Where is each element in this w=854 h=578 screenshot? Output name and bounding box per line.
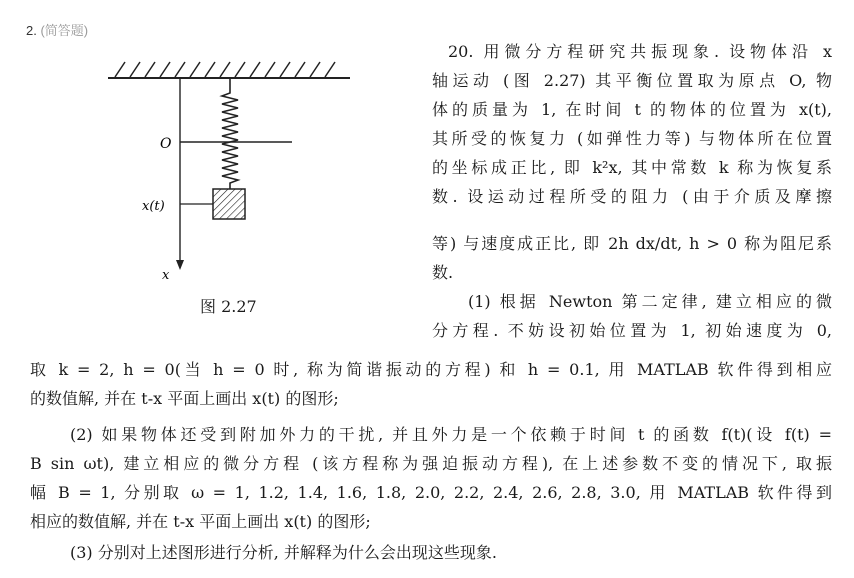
- text-line: 数.: [432, 263, 454, 282]
- ceiling-hatch: [115, 62, 335, 77]
- spring: [222, 78, 238, 189]
- text-line: 轴运动 (图 2.27) 其平衡位置取为原点 O, 物: [432, 71, 832, 90]
- text-line: 相应的数值解, 并在 t-x 平面上画出 x(t) 的图形;: [30, 512, 371, 531]
- text-line: (1) 根据 Newton 第二定律, 建立相应的微: [468, 292, 832, 311]
- label-xt: x(t): [142, 199, 165, 214]
- question-number: 2.: [26, 23, 37, 38]
- text-line: 等) 与速度成正比, 即 2h dx/dt, h > 0 称为阻尼系: [432, 234, 832, 253]
- text-line: 取 k = 2, h = 0(当 h = 0 时, 称为简谐振动的方程) 和 h = 0.1, 用 MATLAB 软件得到相应: [30, 360, 832, 379]
- text-line: 其所受的恢复力 (如弹性力等) 与物体所在位置: [432, 129, 832, 148]
- mass-block: [213, 189, 245, 219]
- text-line: 的坐标成正比, 即 k²x, 其中常数 k 称为恢复系: [432, 158, 832, 177]
- text-line: 20. 用微分方程研究共振现象. 设物体沿 x: [448, 42, 832, 61]
- text-line: (2) 如果物体还受到附加外力的干扰, 并且外力是一个依赖于时间 t 的函数 f(t)(设 f(t) =: [70, 425, 832, 444]
- text-line: B sin ωt), 建立相应的微分方程 (该方程称为强迫振动方程), 在上述参数不变的情况下, 取振: [30, 454, 832, 473]
- question-type: (简答题): [40, 23, 89, 38]
- spring-mass-figure: [100, 55, 360, 325]
- text-line: 幅 B = 1, 分别取 ω = 1, 1.2, 1.4, 1.6, 1.8, 2.0, 2.2, 2.4, 2.6, 2.8, 3.0, 用 MATLAB 软件得到: [30, 483, 832, 502]
- text-line: 体的质量为 1, 在时间 t 的物体的位置为 x(t),: [432, 100, 832, 119]
- text-line: 数. 设运动过程所受的阻力 (由于介质及摩擦: [432, 187, 832, 206]
- text-line: (3) 分别对上述图形进行分析, 并解释为什么会出现这些现象.: [70, 543, 498, 562]
- text-line: 分方程. 不妨设初始位置为 1, 初始速度为 0,: [432, 321, 832, 340]
- x-axis-arrow: [176, 260, 184, 270]
- label-origin: O: [160, 136, 172, 152]
- label-x-axis: x: [162, 268, 170, 283]
- question-header: [26, 20, 88, 39]
- figure-caption: 图 2.27: [200, 297, 257, 316]
- text-line: 的数值解, 并在 t-x 平面上画出 x(t) 的图形;: [30, 389, 339, 408]
